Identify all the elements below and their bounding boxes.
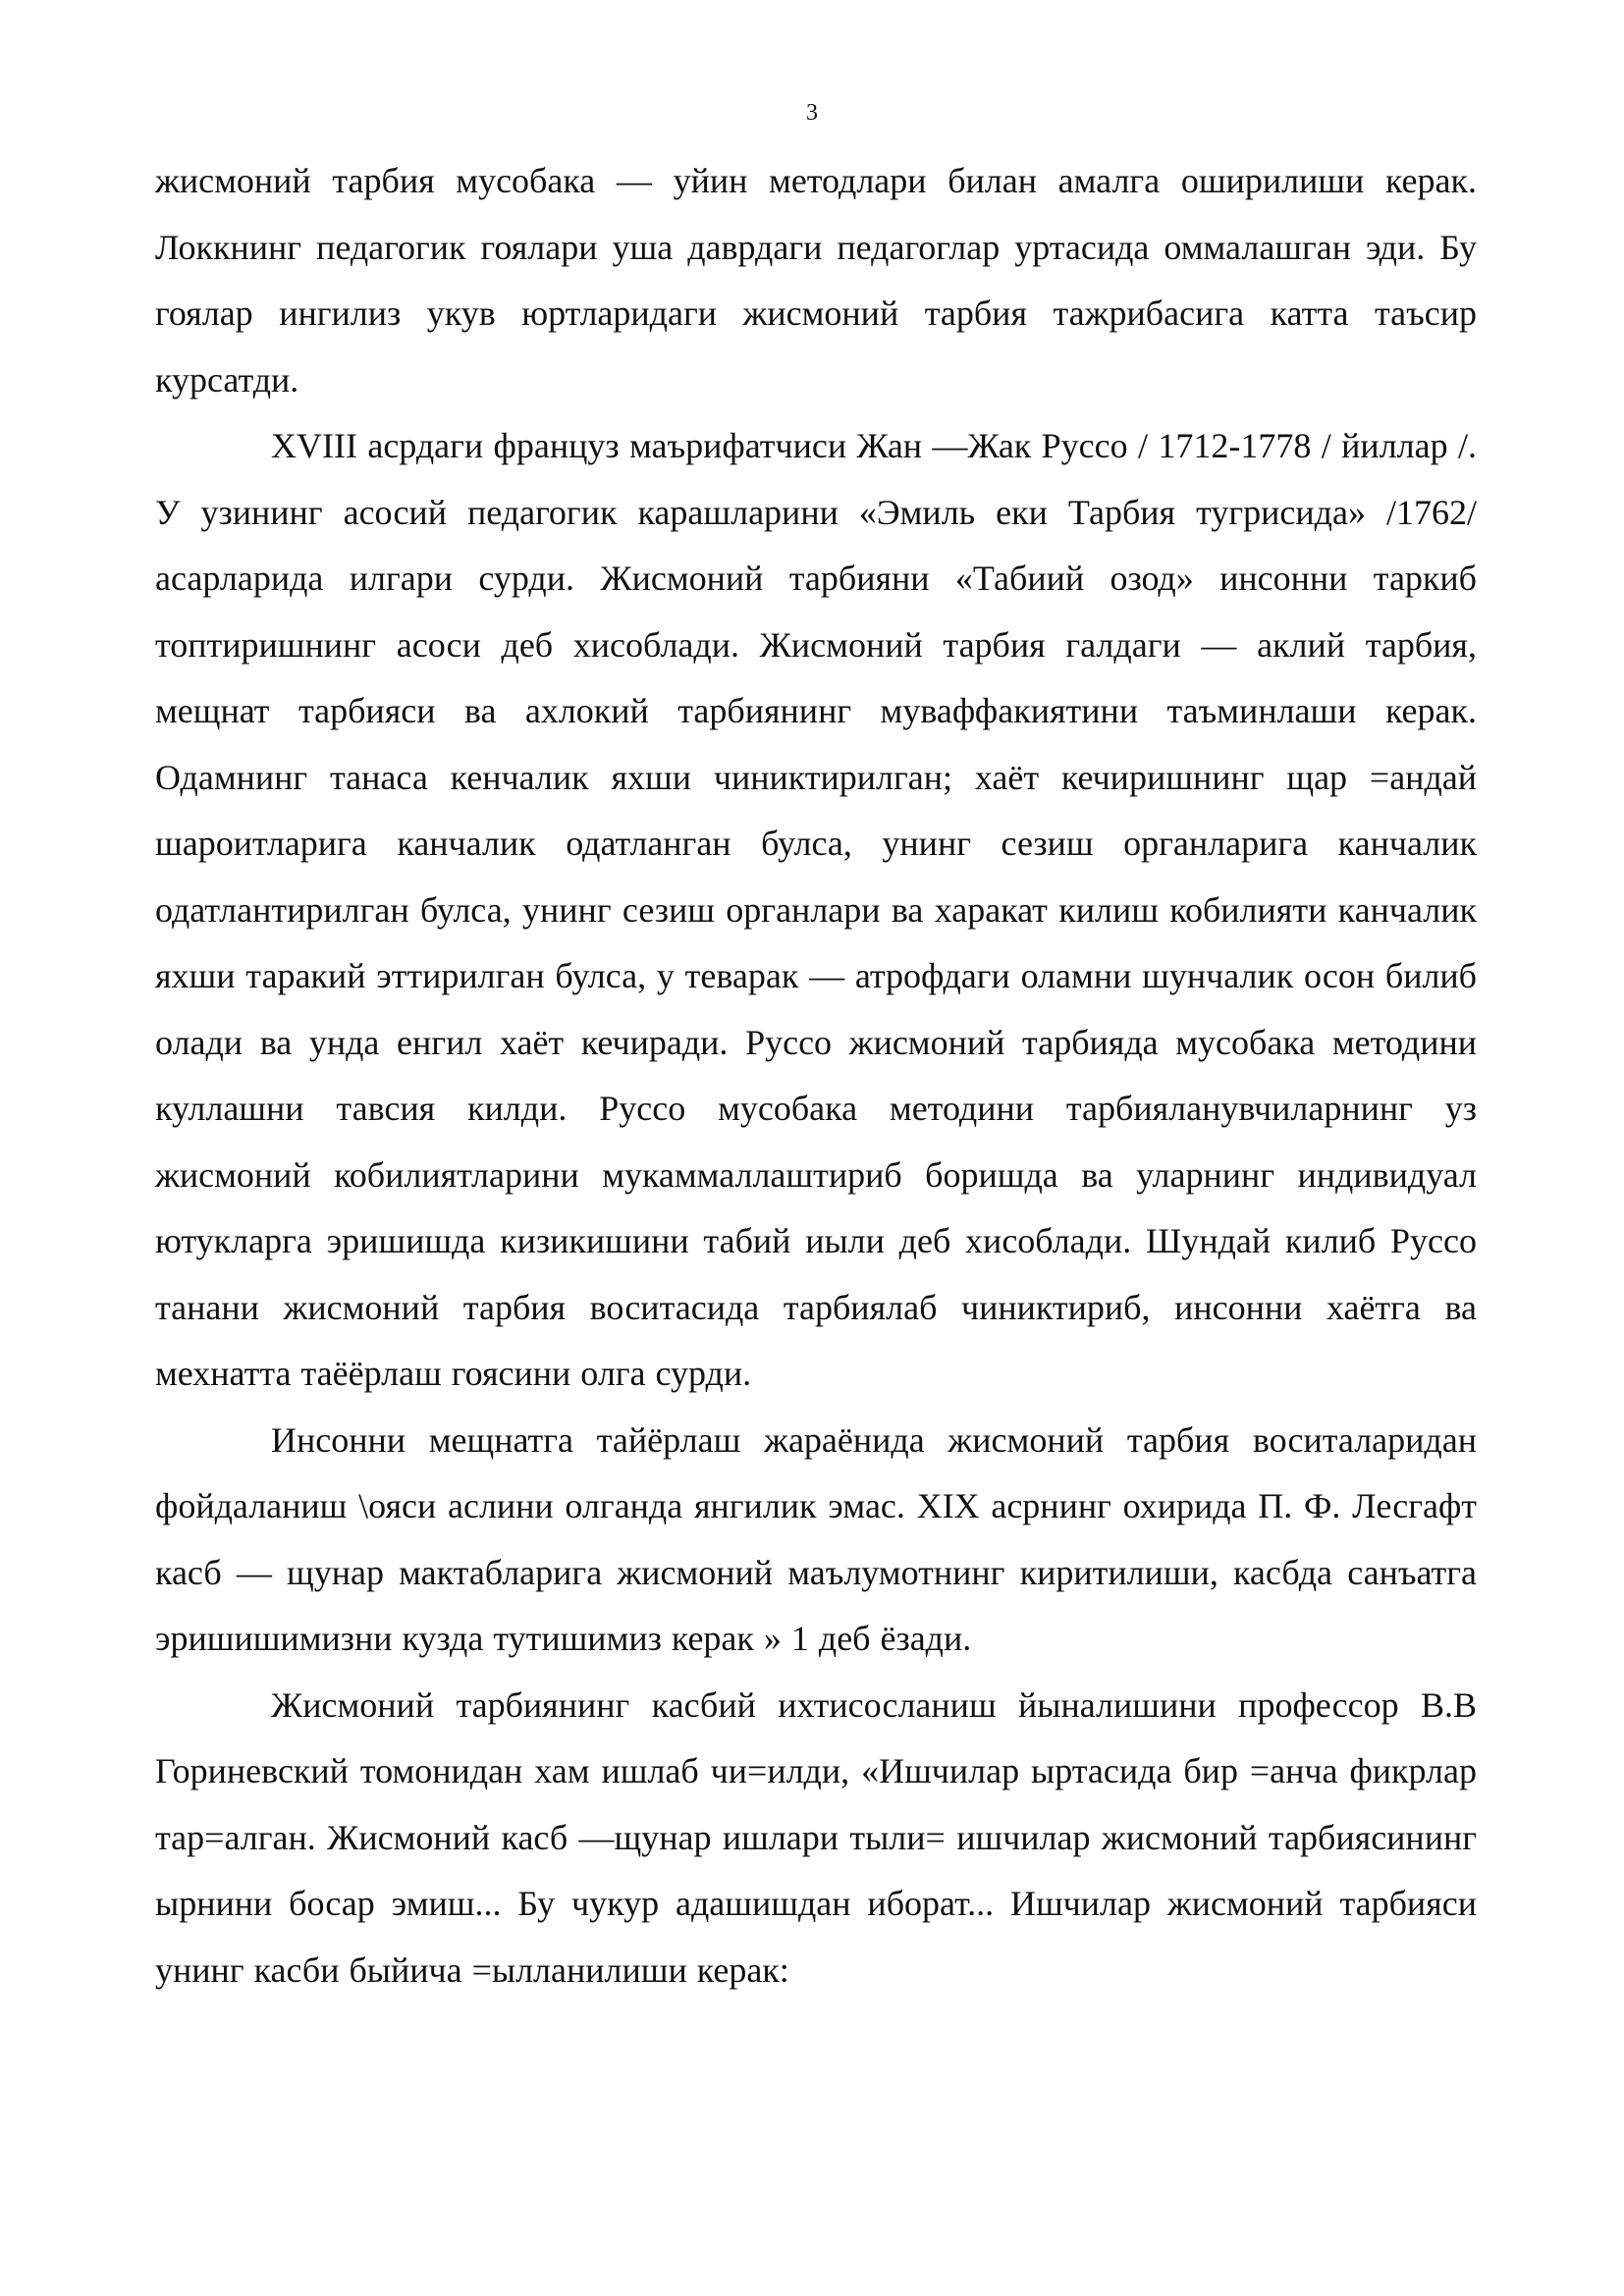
body-text	[155, 148, 1477, 2003]
paragraph: Инсонни мещнатга тайёрлаш жараёнида жисмоний тарбия воситаларидан фойдаланиш \ояси аслини олганда янгилик эмас. XIX асрнинг охирида П. Ф. Лесгафт касб — щунар мактабларига жисмоний маълумотнинг киритилиши, касбда санъатга эришишимизни кузда тутишимиз керак » 1 деб ёзади.	[155, 1419, 1477, 1658]
paragraph: жисмоний тарбия мусобака — уйин методлари билан амалга оширилиши керак. Локкнинг педагогик гоялари уша даврдаги педагоглар уртасида оммалашган эди. Бу гоялар ингилиз укув юртларидаги жисмоний тарбия тажрибасига катта таъсир курсатди.	[155, 161, 1477, 400]
page-number: 3	[806, 100, 818, 126]
paragraph: XVIII асрдаги француз маърифатчиси Жан —Жак Руссо / 1712-1778 / йиллар /. У узининг асосий педагогик карашларини «Эмиль еки Тарбия тугрисида» /1762/ асарларида илгари сурди. Жисмоний тарбияни «Табиий озод» инсонни таркиб топтиришнинг асоси деб хисоблади. Жисмоний тарбия галдаги — аклий тарбия, мещнат тарбияси ва ахлокий тарбиянинг муваффакиятини таъминлаши керак. Одамнинг танаса кенчалик яхши чиниктирилган; хаёт кечиришнинг щар =андай шароитларига канчалик одатланган булса, унинг сезиш органларига канчалик одатлантирилган булса, унинг сезиш органлари ва харакат килиш кобилияти канчалик яхши таракий эттирилган булса, у теварак — атрофдаги оламни шунчалик осон билиб олади ва унда енгил хаёт кечиради. Руссо жисмоний тарбияда мусобака методини куллашни тавсия килди. Руссо мусобака методини тарбияланувчиларнинг уз жисмоний кобилиятларини мукаммаллаштириб боришда ва уларнинг индивидуал ютукларга эришишда кизикишини табий иыли деб хисоблади. Шундай килиб Руссо танани жисмоний тарбия воситасида тарбиялаб чиниктириб, инсонни хаётга ва мехнатта таёёрлаш гоясини олга сурди.	[155, 426, 1477, 1393]
paragraph: Жисмоний тарбиянинг касбий ихтисосланиш йыналишини профессор В.В Гориневский томонидан хам ишлаб чи=илди, «Ишчилар ыртасида бир =анча фикрлар тар=алган. Жисмоний касб —щунар ишлари тыли= ишчилар жисмоний тарбиясининг ырнини босар эмиш... Бу чукур адашишдан иборат... Ишчилар жисмоний тарбияси унинг касби быйича =ылланилиши керак:	[155, 1684, 1477, 1990]
